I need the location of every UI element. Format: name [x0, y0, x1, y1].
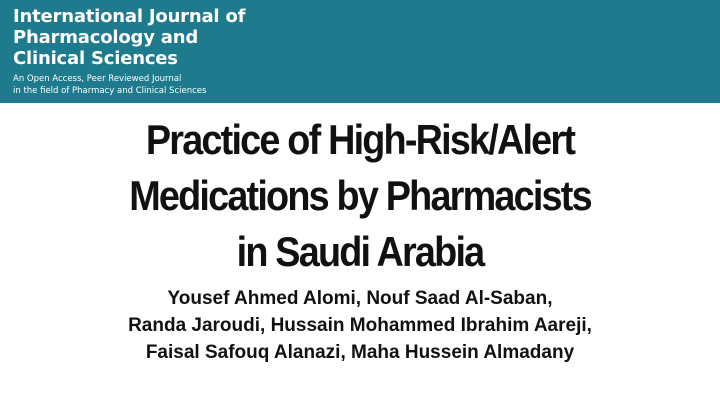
article-title-line: in Saudi Arabia: [236, 228, 484, 275]
article-title-line: Medications by Pharmacists: [129, 172, 591, 219]
journal-name-line: International Journal of: [13, 6, 246, 27]
article-title: [36, 112, 684, 280]
journal-tagline-line: An Open Access, Peer Reviewed Journal: [13, 74, 182, 84]
author-list: [0, 285, 720, 366]
author-line: Yousef Ahmed Alomi, Nouf Saad Al-Saban,: [167, 288, 553, 309]
journal-banner: [0, 0, 720, 103]
author-line: Faisal Safouq Alanazi, Maha Hussein Almadany: [145, 342, 575, 363]
journal-tagline-line: in the field of Pharmacy and Clinical Sciences: [13, 86, 207, 96]
article-title-line: Practice of High-Risk/Alert: [145, 116, 575, 163]
journal-name-line: Clinical Sciences: [13, 48, 178, 69]
author-line: Randa Jaroudi, Hussain Mohammed Ibrahim Aareji,: [128, 315, 592, 336]
journal-name-line: Pharmacology and: [13, 27, 199, 48]
journal-tagline: [13, 73, 373, 97]
journal-name: [13, 6, 353, 69]
